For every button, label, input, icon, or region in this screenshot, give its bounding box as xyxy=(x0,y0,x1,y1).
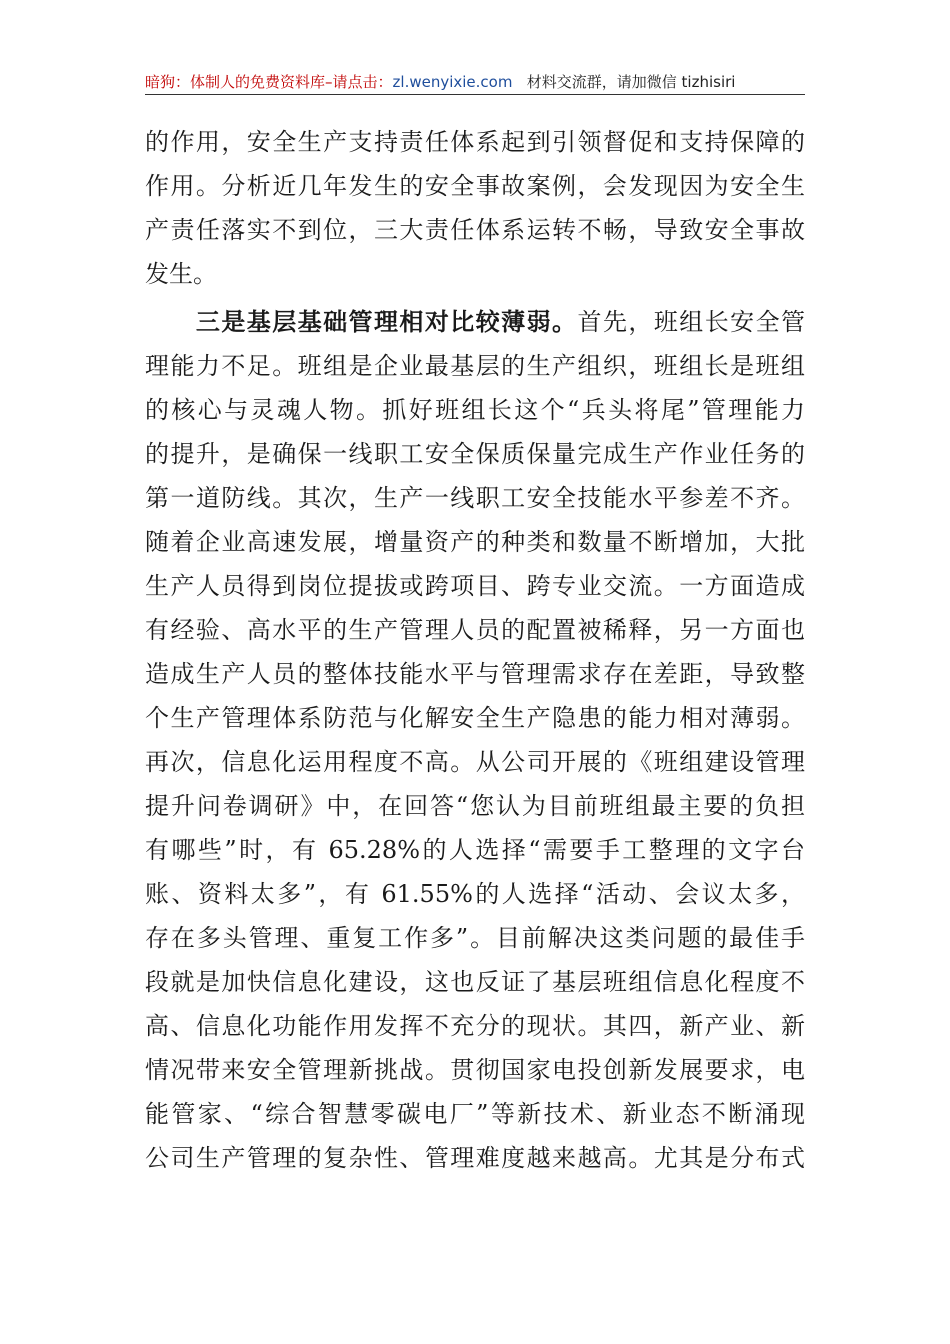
header-wechat-note: 材料交流群，请加微信 tizhisiri xyxy=(526,73,736,91)
text-line: 发生。 xyxy=(145,260,217,288)
text-line: 有哪些”时，有 65.28%的人选择“需要手工整理的文字台 xyxy=(145,836,805,864)
page-header xyxy=(145,70,805,94)
text-line: 情况带来安全管理新挑战。贯彻国家电投创新发展要求，电 xyxy=(145,1056,805,1084)
text-line: 的作用，安全生产支持责任体系起到引领督促和支持保障的 xyxy=(145,128,805,156)
paragraph-1 xyxy=(145,120,805,296)
header-click-prompt: –请点击： xyxy=(325,73,393,91)
text-line: 账、资料太多”，有 61.55%的人选择“活动、会议太多， xyxy=(145,880,805,908)
header-link[interactable]: zl.wenyixie.com xyxy=(392,73,513,91)
text-line: 随着企业高速发展，增量资产的种类和数量不断增加，大批 xyxy=(145,528,805,556)
paragraph-heading: 三是基层基础管理相对比较薄弱。 xyxy=(195,307,578,336)
paragraph-lead: 首先，班组长安全管 xyxy=(577,308,805,336)
text-line: 生产人员得到岗位提拔或跨项目、跨专业交流。一方面造成 xyxy=(145,572,805,600)
text-line: 的提升，是确保一线职工安全保质保量完成生产作业任务的 xyxy=(145,440,805,468)
document-body xyxy=(145,120,805,1180)
text-line: 的核心与灵魂人物。抓好班组长这个“兵头将尾”管理能力 xyxy=(145,396,805,424)
header-divider xyxy=(145,94,805,95)
paragraph-2 xyxy=(145,300,805,1180)
text-line: 造成生产人员的整体技能水平与管理需求存在差距，导致整 xyxy=(145,660,805,688)
header-site-name: 暗狗：体制人的免费资料库 xyxy=(145,73,326,91)
text-line: 第一道防线。其次，生产一线职工安全技能水平参差不齐。 xyxy=(145,484,805,512)
text-line: 段就是加快信息化建设，这也反证了基层班组信息化程度不 xyxy=(145,968,805,996)
text-line: 高、信息化功能作用发挥不充分的现状。其四，新产业、新 xyxy=(145,1012,805,1040)
text-line: 公司生产管理的复杂性、管理难度越来越高。尤其是分布式 xyxy=(145,1144,805,1172)
text-line: 作用。分析近几年发生的安全事故案例，会发现因为安全生 xyxy=(145,172,805,200)
header-spacer xyxy=(512,73,526,91)
text-line: 产责任落实不到位，三大责任体系运转不畅，导致安全事故 xyxy=(145,216,805,244)
text-line-first xyxy=(145,300,805,344)
text-line: 提升问卷调研》中，在回答“您认为目前班组最主要的负担 xyxy=(145,792,805,820)
text-line: 个生产管理体系防范与化解安全生产隐患的能力相对薄弱。 xyxy=(145,704,805,732)
text-line: 能管家、“综合智慧零碳电厂”等新技术、新业态不断涌现 xyxy=(145,1100,805,1128)
text-line: 存在多头管理、重复工作多”。目前解决这类问题的最佳手 xyxy=(145,924,805,952)
text-line: 理能力不足。班组是企业最基层的生产组织，班组长是班组 xyxy=(145,352,805,380)
text-line: 有经验、高水平的生产管理人员的配置被稀释，另一方面也 xyxy=(145,616,805,644)
text-line: 再次，信息化运用程度不高。从公司开展的《班组建设管理 xyxy=(145,748,805,776)
